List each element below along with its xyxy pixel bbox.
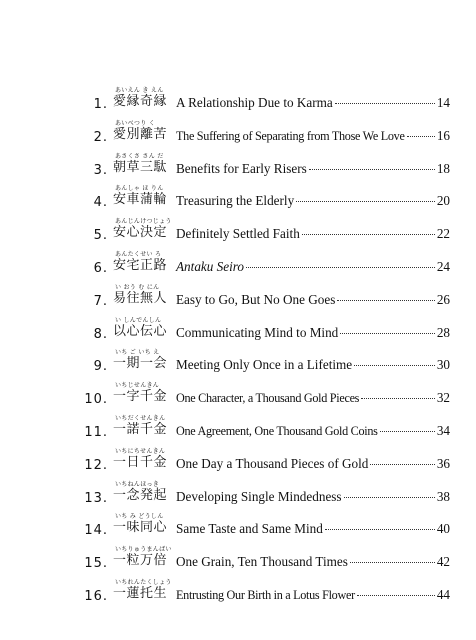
furigana-reading: いちにちせんきん: [115, 447, 166, 455]
entry-title: One Agreement, One Thousand Gold Coins: [176, 423, 378, 438]
kanji-idiom: 愛縁奇縁: [113, 94, 168, 109]
entry-line: [176, 357, 450, 373]
entry-title: Developing Single Mindedness: [176, 488, 342, 504]
entry-line: [176, 193, 450, 209]
entry-number: 2.: [93, 129, 108, 145]
entry-number: 10.: [84, 392, 108, 408]
idiom: [113, 317, 175, 340]
kanji-idiom: 愛別離苦: [113, 126, 168, 142]
entry-line: [176, 554, 450, 570]
toc-entry-1[interactable]: [0, 86, 476, 119]
entry-line: [176, 226, 450, 242]
toc-entry-3[interactable]: [0, 152, 476, 185]
furigana-reading: いちじせんきん: [115, 382, 160, 390]
idiom: [113, 251, 175, 274]
entry-number: 1.: [93, 97, 108, 112]
idiom: [113, 481, 175, 504]
dot-leader: [350, 562, 435, 563]
furigana-reading: いちれんたくしょう: [115, 578, 172, 586]
furigana-reading: いち ご いち え: [115, 349, 160, 357]
kanji-idiom: 安車蒲輪: [113, 192, 168, 208]
toc-entry-8[interactable]: [0, 316, 476, 349]
idiom: [113, 218, 175, 241]
kanji-idiom: 一期一会: [113, 356, 168, 372]
dot-leader: [370, 464, 434, 465]
idiom: [113, 579, 175, 602]
page-number: 44: [436, 586, 450, 602]
idiom: [113, 415, 175, 438]
page-number: 32: [436, 390, 450, 406]
dot-leader: [344, 497, 435, 498]
page-number: 18: [436, 160, 450, 176]
furigana-reading: いち み どうしん: [115, 513, 164, 521]
page-number: 34: [436, 422, 450, 438]
furigana-reading: あんじんけつじょう: [115, 218, 172, 226]
toc-entry-4[interactable]: [0, 184, 476, 217]
toc-entry-2[interactable]: [0, 119, 476, 152]
idiom: [113, 349, 175, 372]
dot-leader: [296, 201, 435, 202]
dot-leader: [340, 333, 435, 334]
dot-leader: [357, 595, 435, 596]
entry-number: 15.: [84, 556, 108, 572]
furigana-reading: あいべつり く: [115, 119, 156, 127]
entry-title: Easy to Go, But No One Goes: [176, 291, 336, 307]
entry-line: [176, 325, 450, 341]
kanji-idiom: 一念発起: [113, 487, 168, 503]
page-number: 40: [436, 521, 450, 537]
toc-entry-14[interactable]: [0, 512, 476, 545]
page-number: 28: [436, 324, 450, 340]
kanji-idiom: 朝草三駄: [113, 159, 168, 175]
entry-number: 6.: [93, 260, 108, 276]
entry-number: 4.: [93, 195, 108, 211]
entry-line: [176, 292, 450, 308]
entry-title: The Suffering of Separating from Those We Love: [176, 128, 405, 143]
entry-line: [176, 390, 450, 406]
kanji-idiom: 一日千金: [113, 454, 168, 470]
toc-entry-13[interactable]: [0, 480, 476, 513]
toc-entry-7[interactable]: [0, 283, 476, 316]
page-number: 36: [436, 455, 450, 471]
entry-title: Communicating Mind to Mind: [176, 324, 339, 340]
table-of-contents: [0, 86, 476, 611]
page-number: 30: [436, 357, 450, 373]
entry-number: 7.: [93, 293, 108, 309]
dot-leader: [325, 529, 435, 530]
furigana-reading: あんしゃ ほ りん: [115, 185, 164, 193]
toc-entry-16[interactable]: [0, 578, 476, 611]
toc-entry-15[interactable]: [0, 545, 476, 578]
dot-leader: [361, 398, 435, 399]
idiom: [113, 87, 175, 110]
toc-entry-12[interactable]: [0, 447, 476, 480]
entry-line: [176, 489, 450, 505]
page-number: 24: [436, 258, 450, 274]
furigana-reading: あいえん き えん: [115, 87, 164, 94]
entry-line: [176, 95, 450, 111]
toc-entry-5[interactable]: [0, 217, 476, 250]
entry-title: Entrusting Our Birth in a Lotus Flower: [176, 587, 355, 602]
entry-number: 11.: [84, 424, 108, 440]
dot-leader: [309, 169, 435, 170]
dot-leader: [337, 300, 434, 301]
toc-entry-11[interactable]: [0, 414, 476, 447]
entry-number: 14.: [84, 523, 108, 539]
kanji-idiom: 安宅正路: [113, 257, 168, 273]
idiom: [113, 120, 175, 143]
idiom: [113, 546, 175, 569]
entry-line: [176, 259, 450, 275]
entry-title: One Day a Thousand Pieces of Gold: [176, 455, 369, 471]
kanji-idiom: 一諾千金: [113, 421, 168, 437]
dot-leader: [246, 267, 435, 268]
entry-number: 12.: [84, 457, 108, 473]
idiom: [113, 185, 175, 208]
page-number: 14: [436, 95, 450, 110]
entry-line: [176, 423, 450, 439]
entry-line: [176, 521, 450, 537]
entry-number: 3.: [93, 162, 108, 178]
entry-number: 13.: [84, 490, 108, 506]
idiom: [113, 284, 175, 307]
furigana-reading: あさくさ さん だ: [115, 152, 164, 160]
kanji-idiom: 以心伝心: [113, 323, 168, 339]
kanji-idiom: 安心決定: [113, 225, 168, 241]
entry-title: One Grain, Ten Thousand Times: [176, 554, 348, 570]
entry-title: Meeting Only Once in a Lifetime: [176, 357, 353, 373]
entry-line: [176, 456, 450, 472]
page-number: 16: [436, 127, 450, 143]
idiom: [113, 513, 175, 536]
entry-line: [176, 587, 450, 603]
dot-leader: [302, 234, 435, 235]
entry-title: Treasuring the Elderly: [176, 193, 295, 209]
furigana-reading: いちだくせんきん: [115, 414, 166, 422]
page-number: 26: [436, 291, 450, 307]
dot-leader: [335, 103, 435, 104]
entry-title: One Character, a Thousand Gold Pieces: [176, 391, 360, 406]
idiom: [113, 448, 175, 471]
furigana-reading: いちりゅうまんばい: [115, 546, 172, 554]
entry-title: Same Taste and Same Mind: [176, 521, 323, 537]
furigana-reading: い しんでんしん: [115, 316, 162, 324]
page-number: 38: [436, 488, 450, 504]
idiom: [113, 382, 175, 405]
furigana-reading: い おう む にん: [115, 283, 160, 291]
page-number: 20: [436, 193, 450, 209]
kanji-idiom: 一蓮托生: [113, 585, 168, 601]
entry-number: 5.: [93, 228, 108, 244]
page-number: 22: [436, 226, 450, 242]
entry-title: Definitely Settled Faith: [176, 226, 300, 242]
kanji-idiom: 一粒万倍: [113, 553, 168, 569]
entry-title: A Relationship Due to Karma: [176, 95, 333, 110]
kanji-idiom: 一字千金: [113, 389, 168, 405]
page-number: 42: [436, 554, 450, 570]
idiom: [113, 153, 175, 176]
entry-line: [176, 161, 450, 177]
dot-leader: [407, 136, 435, 137]
kanji-idiom: 易往無人: [113, 290, 168, 306]
toc-entry-6[interactable]: [0, 250, 476, 283]
furigana-reading: あんたくせい ろ: [115, 250, 162, 258]
entry-title: Antaku Seiro: [176, 258, 244, 274]
kanji-idiom: 一味同心: [113, 520, 168, 536]
entry-number: 8.: [93, 326, 108, 342]
dot-leader: [380, 431, 435, 432]
toc-entry-10[interactable]: [0, 381, 476, 414]
furigana-reading: いちねんほっき: [115, 480, 160, 488]
toc-entry-9[interactable]: [0, 348, 476, 381]
entry-number: 16.: [84, 588, 108, 604]
dot-leader: [354, 365, 435, 366]
entry-title: Benefits for Early Risers: [176, 160, 307, 176]
entry-number: 9.: [93, 359, 108, 375]
entry-line: [176, 128, 450, 144]
